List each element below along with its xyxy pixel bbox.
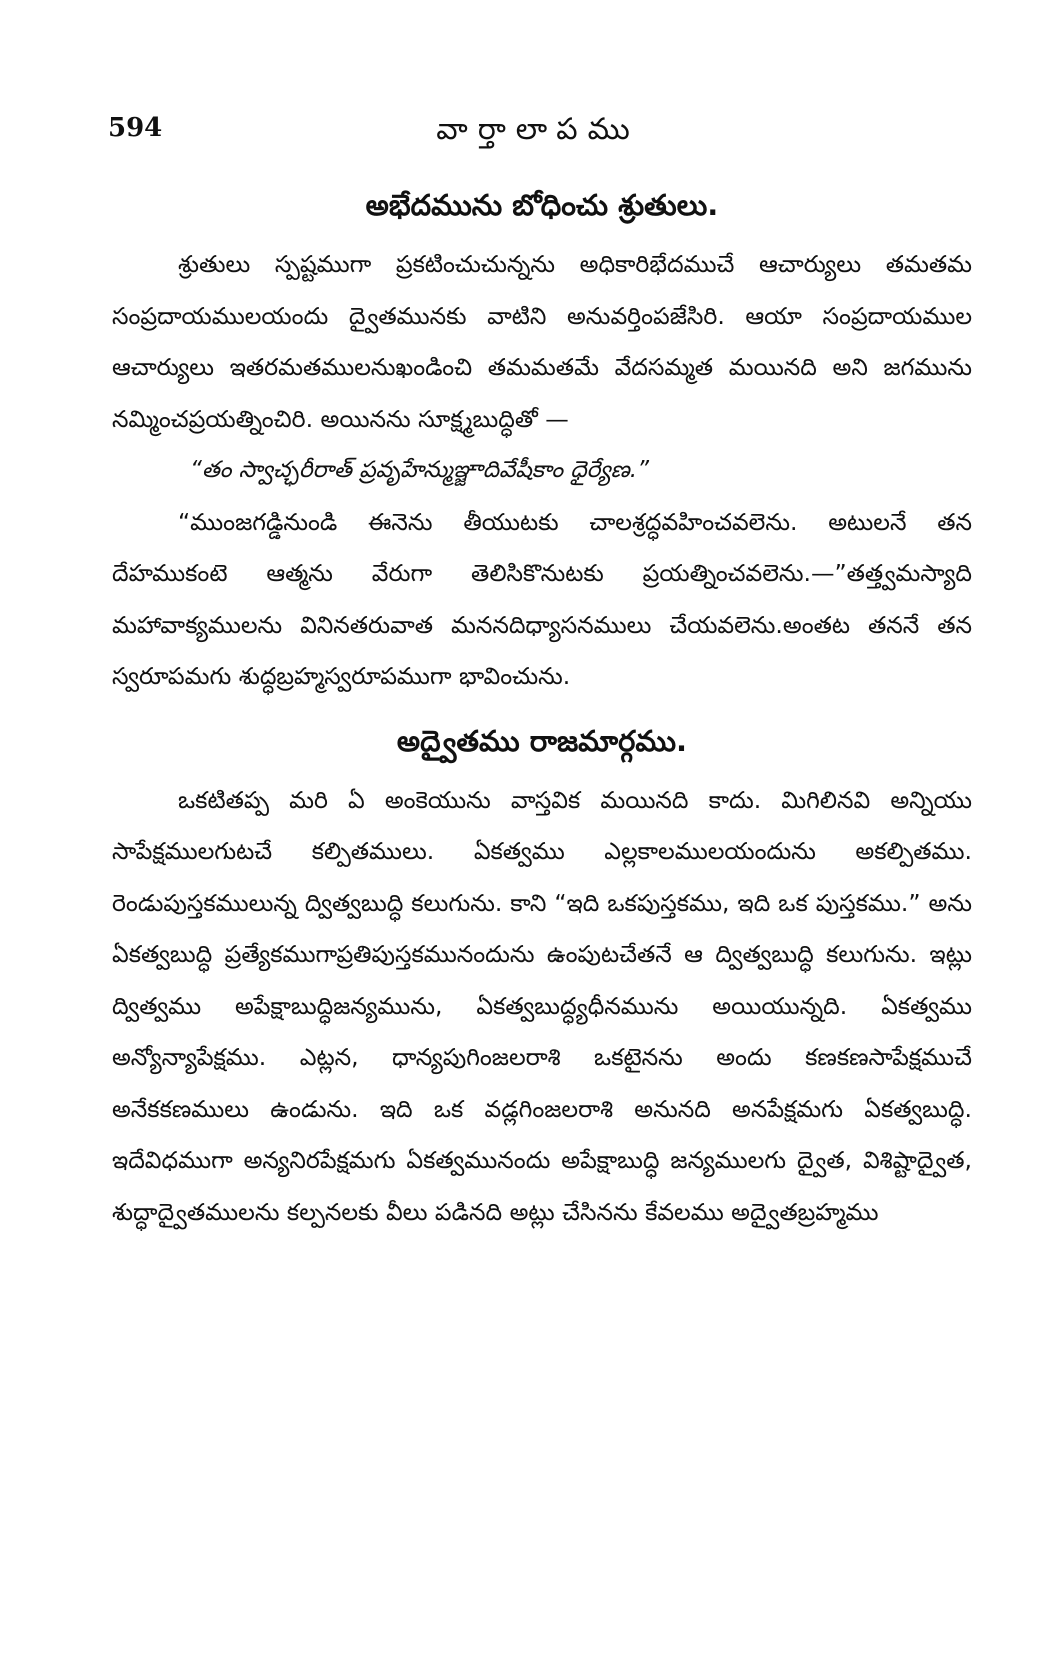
page-header xyxy=(108,112,968,152)
sanskrit-quote: “తం స్వాచ్ఛరీరాత్ ప్రవృహేన్ముఞ్జాదివేషీకాం ధైర్యేణ.” xyxy=(190,457,650,483)
section-heading-advaitamu: అద్వైతము రాజమార్గము. xyxy=(396,723,688,758)
section-heading-abhedamu: అభేదమును బోధించు శ్రుతులు. xyxy=(365,188,719,222)
page-body xyxy=(112,185,972,1238)
paragraph: “ముంజగడ్డినుండి ఈనెను తీయుటకు చాలశ్రద్ధవహించవలెను. అటులనే తన దేహముకంటె ఆత్మను వేరుగా తెలిసికొనుటకు ప్రయత్నించవలెను.—”తత్త్వమస్యాది మహావాక్యములను వినినతరువాత మననదిధ్యాసనములు చేయవలెను.అంతట తననే తన స్వరూపమగు శుద్ధబ్రహ్మస్వరూపముగా భావించును. xyxy=(112,507,972,690)
paragraph: ఒకటితప్ప మరి ఏ అంకెయును వాస్తవిక మయినది కాదు. మిగిలినవి అన్నియు సాపేక్షములగుటచే కల్పితములు. ఏకత్వము ఎల్లకాలములయందును అకల్పితము. రెండుపుస్తకములున్న ద్విత్వబుద్ధి కలుగును. కాని “ఇది ఒకపుస్తకము, ఇది ఒక పుస్తకము.” అను ఏకత్వబుద్ధి ప్రత్యేకముగాప్రతిపుస్తకమునందును ఉంపుటచేతనే ఆ ద్విత్వబుద్ధి కలుగును. ఇట్లు ద్విత్వము అపేక్షాబుద్ధిజన్యమును, ఏకత్వబుద్ధ్యధీనమును అయియున్నది. ఏకత్వము అన్యోన్యాపేక్షము. ఎట్లన, ధాన్యపుగింజలరాశి ఒకటైనను అందు కణకణసాపేక్షముచే అనేకకణములు ఉండును. ఇది ఒక వడ్లగింజలరాశి అనునది అనపేక్షమగు ఏకత్వబుద్ధి. ఇదేవిధముగా అన్యనిరపేక్షమగు ఏకత్వమునందు అపేక్షాబుద్ధి జన్యములగు ద్వైత, విశిష్టాద్వైత, శుద్ధాద్వైతములను కల్పనలకు వీలు పడినది అట్లు చేసినను కేవలము అద్వైతబ్రహ్మము xyxy=(112,785,972,1226)
running-title: వార్తాలాపము xyxy=(436,112,640,147)
page-number: 594 xyxy=(108,113,163,143)
paragraph: శ్రుతులు స్పష్టముగా ప్రకటించుచున్నను అధికారిభేదముచే ఆచార్యులు తమతమ సంప్రదాయములయందు ద్వైతమునకు వాటిని అనువర్తింపజేసిరి. ఆయా సంప్రదాయముల ఆచార్యులు ఇతరమతములనుఖండించి తమమతమే వేదసమ్మత మయినది అని జగమును నమ్మించప్రయత్నించిరి. అయినను సూక్ష్మబుద్ధితో — xyxy=(112,250,972,433)
